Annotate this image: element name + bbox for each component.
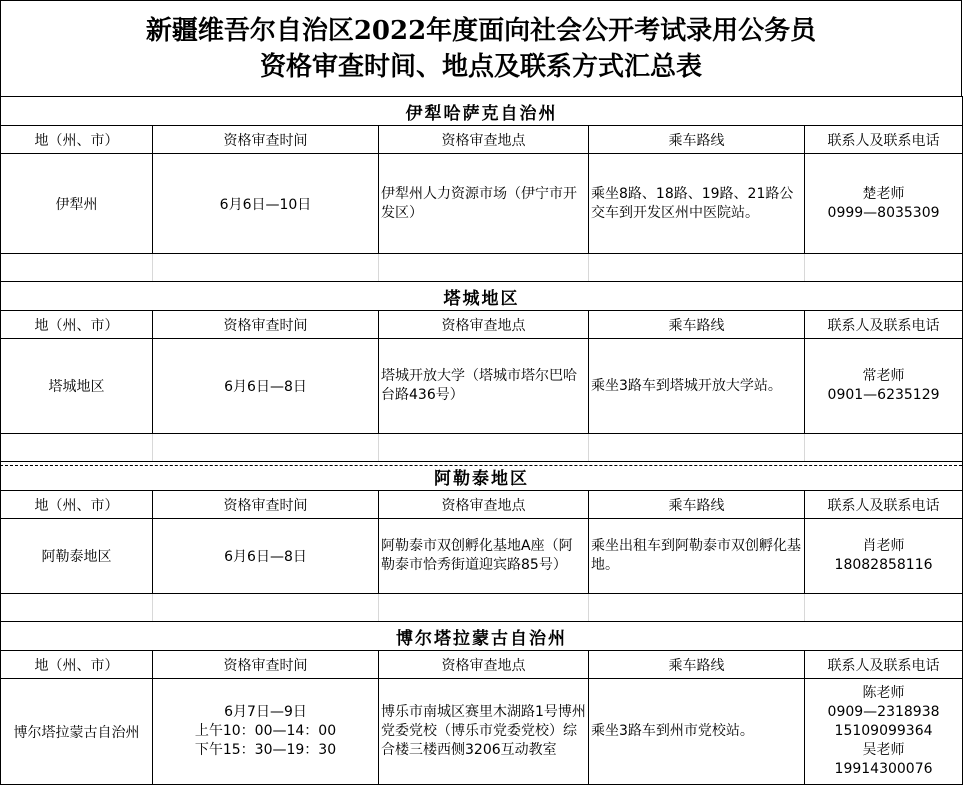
- contact-phone: 0901—6235129: [827, 387, 940, 403]
- cell-contact: [805, 339, 963, 434]
- contact-phone: 18082858116: [834, 557, 933, 573]
- cell-region: 塔城地区: [1, 339, 153, 434]
- cell-place: 塔城开放大学（塔城市塔尔巴哈台路436号）: [379, 339, 589, 434]
- contact-name: 肖老师: [862, 538, 905, 554]
- blank-row: [1, 254, 963, 282]
- header-row: [1, 311, 963, 339]
- section-title: 塔城地区: [1, 282, 963, 311]
- contact-phone: 0909—2318938: [827, 704, 940, 720]
- section-title: 伊犁哈萨克自治州: [1, 97, 963, 126]
- cell-route: 乘坐3路车到塔城开放大学站。: [589, 339, 805, 434]
- header-row: [1, 651, 963, 679]
- contact-name: 楚老师: [862, 185, 905, 202]
- data-row: [1, 519, 963, 594]
- cell-route: 乘坐出租车到阿勒泰市双创孵化基地。: [589, 519, 805, 594]
- section-title-row: [1, 282, 963, 311]
- header-region: 地（州、市）: [1, 491, 153, 519]
- cell-route: 乘坐3路车到州市党校站。: [589, 679, 805, 785]
- header-contact: 联系人及联系电话: [805, 126, 963, 154]
- cell-time: 6月6日—10日: [153, 154, 379, 254]
- header-place: 资格审查地点: [379, 126, 589, 154]
- header-route: 乘车路线: [589, 491, 805, 519]
- cell-route: 乘坐8路、18路、19路、21路公交车到开发区州中医院站。: [589, 154, 805, 254]
- cell-place: 伊犁州人力资源市场（伊宁市开发区）: [379, 154, 589, 254]
- section-title-row: [1, 97, 963, 126]
- header-contact: 联系人及联系电话: [805, 311, 963, 339]
- header-place: 资格审查地点: [379, 311, 589, 339]
- header-region: 地（州、市）: [1, 311, 153, 339]
- header-place: 资格审查地点: [379, 651, 589, 679]
- cell-contact: [805, 154, 963, 254]
- blank-row: [1, 434, 963, 462]
- document-title: [0, 0, 962, 96]
- cell-time: 6月6日—8日: [153, 519, 379, 594]
- contact-name: 常老师: [862, 368, 905, 384]
- contact-phone: 15109099364: [834, 723, 933, 739]
- title-line-1: 新疆维吾尔自治区2022年度面向社会公开考试录用公务员: [145, 16, 817, 46]
- header-time: 资格审查时间: [153, 311, 379, 339]
- cell-region: 博尔塔拉蒙古自治州: [1, 679, 153, 785]
- contact-name: 吴老师: [862, 742, 905, 758]
- header-contact: 联系人及联系电话: [805, 651, 963, 679]
- header-route: 乘车路线: [589, 651, 805, 679]
- time-afternoon: 下午15：30—19：30: [194, 742, 337, 758]
- header-row: [1, 126, 963, 154]
- data-row: [1, 339, 963, 434]
- cell-contact: [805, 519, 963, 594]
- header-region: 地（州、市）: [1, 126, 153, 154]
- cell-region: 阿勒泰地区: [1, 519, 153, 594]
- contact-phone: 19914300076: [834, 761, 933, 777]
- page-break-line: [0, 465, 962, 466]
- header-contact: 联系人及联系电话: [805, 491, 963, 519]
- time-date-range: 6月7日—9日: [224, 704, 307, 720]
- header-route: 乘车路线: [589, 311, 805, 339]
- time-morning: 上午10：00—14：00: [194, 723, 337, 739]
- section-title-row: [1, 622, 963, 651]
- section-title: 阿勒泰地区: [1, 462, 963, 491]
- header-place: 资格审查地点: [379, 491, 589, 519]
- cell-region: 伊犁州: [1, 154, 153, 254]
- cell-place: 阿勒泰市双创孵化基地A座（阿勒泰市恰秀街道迎宾路85号）: [379, 519, 589, 594]
- cell-time: [153, 679, 379, 785]
- section-title: 博尔塔拉蒙古自治州: [1, 622, 963, 651]
- contact-name: 陈老师: [862, 685, 905, 701]
- header-route: 乘车路线: [589, 126, 805, 154]
- cell-place: 博乐市南城区赛里木湖路1号博州党委党校（博乐市党委党校）综合楼三楼西侧3206互动教室: [379, 679, 589, 785]
- cell-contact: [805, 679, 963, 785]
- schedule-table: [0, 96, 963, 785]
- cell-time: 6月6日—8日: [153, 339, 379, 434]
- data-row: [1, 154, 963, 254]
- data-row: [1, 679, 963, 785]
- header-region: 地（州、市）: [1, 651, 153, 679]
- title-line-2: 资格审查时间、地点及联系方式汇总表: [259, 52, 702, 82]
- header-time: 资格审查时间: [153, 491, 379, 519]
- blank-row: [1, 594, 963, 622]
- header-time: 资格审查时间: [153, 126, 379, 154]
- header-time: 资格审查时间: [153, 651, 379, 679]
- contact-phone: 0999—8035309: [827, 204, 940, 221]
- header-row: [1, 491, 963, 519]
